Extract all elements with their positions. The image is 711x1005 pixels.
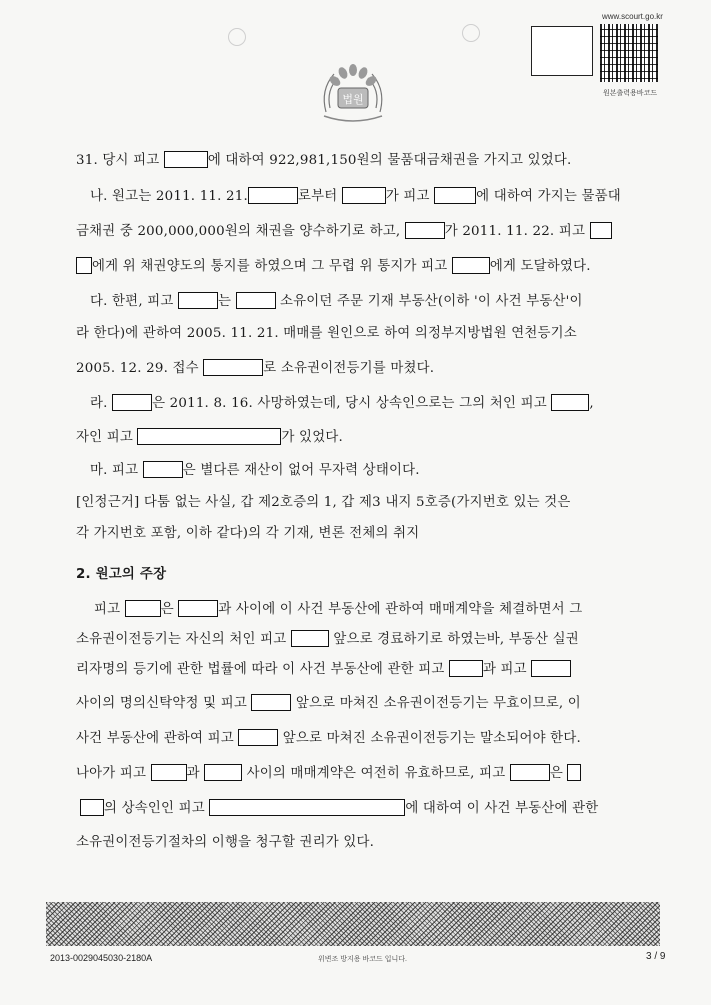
text-span: 의 상속인인 피고 [104, 801, 210, 816]
text-line [80, 799, 598, 818]
redaction-box [251, 694, 291, 711]
redaction-box [125, 600, 161, 617]
section-heading: 2. 원고의 주장 [76, 567, 167, 582]
text-span: 다. 한편, 피고 [90, 294, 178, 309]
redaction-box [567, 764, 581, 781]
redaction-box [151, 764, 187, 781]
text-span: 앞으로 마쳐진 소유권이전등기는 말소되어야 한다. [278, 731, 581, 746]
text-span: 과 피고 [482, 662, 532, 677]
text-span: 에 대하여 가지는 물품대 [476, 189, 621, 204]
barcode-note: 위변조 방지용 바코드 입니다. [318, 956, 407, 963]
text-span: 앞으로 마쳐진 소유권이전등기는 무효이므로, 이 [291, 696, 581, 711]
text-span: 은 2011. 8. 16. 사망하였는데, 당시 상속인으로는 그의 처인 피고 [152, 396, 552, 411]
text-span: 리자명의 등기에 관한 법률에 따라 이 사건 부동산에 관한 피고 [76, 662, 449, 677]
text-span: 라. [90, 396, 113, 411]
anti-forgery-barcode [46, 902, 660, 946]
page-number: 3 / 9 [646, 951, 666, 962]
text-span: 앞으로 경료하기로 하였는바, 부동산 실권 [328, 632, 579, 647]
redaction-box [143, 461, 183, 478]
redaction-box [204, 764, 242, 781]
redaction-box [76, 257, 92, 274]
text-span: 에 대하여 922,981,150원의 물품대금채권을 가지고 있었다. [207, 153, 572, 168]
redaction-box [342, 187, 386, 204]
redaction-box [178, 292, 218, 309]
binder-hole [462, 24, 480, 42]
text-span: 2005. 12. 29. 접수 [76, 361, 204, 376]
text-line [76, 694, 581, 713]
barcode-caption: 원본출력용바코드 [603, 90, 658, 97]
text-span: 가 2011. 11. 22. 피고 [444, 224, 590, 239]
redacted-box [531, 26, 593, 76]
redaction-box [164, 151, 208, 168]
text-span: , [589, 396, 594, 411]
text-span: 31. 당시 피고 [76, 153, 164, 168]
text-span: 은 [549, 766, 568, 781]
text-line [76, 660, 571, 679]
redaction-box [405, 222, 445, 239]
redaction-box [236, 292, 276, 309]
text-line [76, 729, 581, 748]
qr-barcode [600, 24, 658, 82]
text-span: 피고 [94, 602, 125, 617]
redaction-box [112, 394, 152, 411]
text-span: 소유권이전등기는 자신의 처인 피고 [76, 632, 291, 647]
redaction-box [434, 187, 476, 204]
text-line: 각 가지번호 포함, 이하 같다)의 각 기재, 변론 전체의 취지 [76, 526, 420, 541]
document-id: 2013-0029045030-2180A [50, 953, 153, 963]
text-span: 사이의 명의신탁약정 및 피고 [76, 696, 252, 711]
text-span: 나아가 피고 [76, 766, 151, 781]
redaction-box [590, 222, 612, 239]
text-span: 소유이던 주문 기재 부동산(이하 '이 사건 부동산'이 [275, 294, 583, 309]
text-line [76, 222, 612, 241]
text-line [76, 151, 572, 170]
text-span: 금채권 중 200,000,000원의 채권을 양수하기로 하고, [76, 224, 405, 239]
text-span: 사건 부동산에 관하여 피고 [76, 731, 239, 746]
redaction-box [248, 187, 298, 204]
redaction-box [449, 660, 483, 677]
text-line [76, 257, 591, 276]
redaction-box [80, 799, 104, 816]
text-line [90, 461, 420, 480]
redaction-box [209, 799, 405, 816]
text-span: 에 대하여 이 사건 부동산에 관한 [405, 801, 599, 816]
text-line [90, 292, 583, 311]
redaction-box [178, 600, 218, 617]
text-span: 나. 원고는 2011. 11. 21. [90, 189, 248, 204]
text-line [76, 764, 581, 783]
redaction-box [137, 428, 281, 445]
text-span: 은 [160, 602, 179, 617]
text-span: 과 [186, 766, 205, 781]
binder-hole [228, 28, 246, 46]
redaction-box [203, 359, 263, 376]
text-line [76, 630, 579, 649]
text-line: [인정근거] 다툼 없는 사실, 갑 제2호증의 1, 갑 제3 내지 5호증(가지번호 있는 것은 [76, 495, 571, 510]
text-line: 소유권이전등기절차의 이행을 청구할 권리가 있다. [76, 835, 375, 850]
text-span: 에게 위 채권양도의 통지를 하였으며 그 무렵 위 통지가 피고 [92, 259, 452, 274]
text-span: 는 [217, 294, 236, 309]
redaction-box [238, 729, 278, 746]
text-line [90, 394, 594, 413]
redaction-box [510, 764, 550, 781]
text-line [76, 428, 343, 447]
text-line [76, 359, 434, 378]
court-url: www.scourt.go.kr [602, 12, 663, 21]
text-span: 마. 피고 [90, 463, 143, 478]
text-span: 가 피고 [385, 189, 435, 204]
redaction-box [551, 394, 589, 411]
text-span: 자인 피고 [76, 430, 138, 445]
redaction-box [531, 660, 571, 677]
emblem-label: 법원 [342, 93, 364, 106]
text-span: 로부터 [297, 189, 342, 204]
redaction-box [452, 257, 490, 274]
text-line [90, 187, 621, 206]
text-span: 에게 도달하였다. [489, 259, 591, 274]
text-span: 은 별다른 재산이 없어 무자력 상태이다. [182, 463, 420, 478]
text-span: 로 소유권이전등기를 마쳤다. [263, 361, 435, 376]
text-span: 과 사이에 이 사건 부동산에 관하여 매매계약을 체결하면서 그 [218, 602, 583, 617]
redaction-box [291, 630, 329, 647]
text-line: 라 한다)에 관하여 2005. 11. 21. 매매를 원인으로 하여 의정부지방법원 연천등기소 [76, 326, 577, 341]
text-line [94, 600, 582, 619]
court-emblem-icon [316, 60, 390, 128]
text-span: 가 있었다. [281, 430, 343, 445]
text-span: 사이의 매매계약은 여전히 유효하므로, 피고 [242, 766, 510, 781]
